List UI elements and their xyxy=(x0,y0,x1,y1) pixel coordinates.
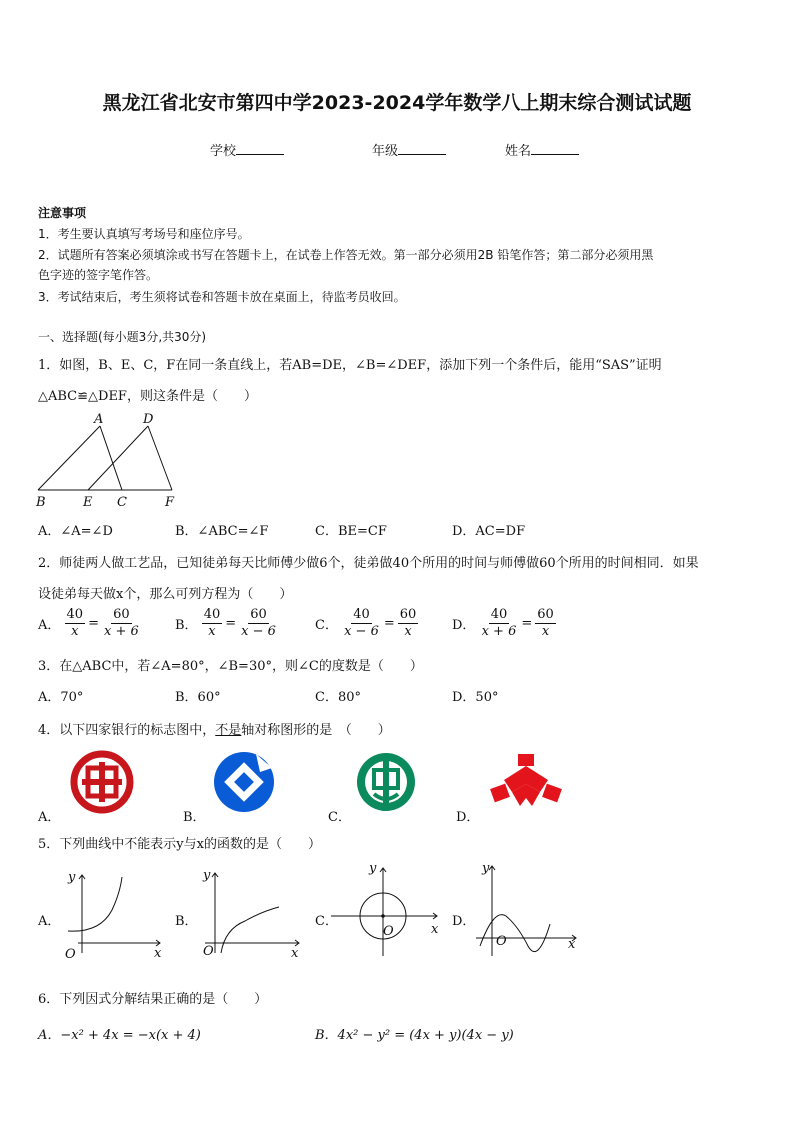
q4-option-d[interactable]: D． xyxy=(456,810,480,825)
svg-text:x: x xyxy=(568,937,576,952)
label-c: C xyxy=(117,495,127,510)
q3-option-d[interactable]: D．50° xyxy=(452,690,499,705)
label-a: A xyxy=(94,412,104,427)
q4-option-b[interactable]: B． xyxy=(183,810,206,825)
page-title: 黑龙江省北安市第四中学2023-2024学年数学八上期末综合测试试题 xyxy=(102,92,692,114)
q1-option-c[interactable]: C．BE=CF xyxy=(315,524,387,539)
school-field: 学校 xyxy=(210,140,284,159)
q1-option-d[interactable]: D．AC=DF xyxy=(452,524,526,539)
name-field: 姓名 xyxy=(505,140,579,159)
ccb-logo-icon xyxy=(210,750,278,814)
svg-text:O: O xyxy=(496,934,507,949)
q1-triangle-figure xyxy=(30,408,190,513)
svg-text:O: O xyxy=(383,924,394,939)
q5-option-d[interactable]: D． xyxy=(452,914,476,929)
q2-option-a[interactable]: A． $\frac{40}{x}$ = $\frac{60}{x + 6}$ xyxy=(38,607,139,639)
svg-text:x: x xyxy=(431,922,439,937)
note-item: 1．考生要认真填写考场号和座位序号。 xyxy=(38,227,250,241)
q3-option-a[interactable]: A．70° xyxy=(38,690,84,705)
svg-text:x: x xyxy=(291,946,299,961)
q1-stem-line1: 1．如图，B、E、C，F在同一条直线上，若AB=DE，∠B=∠DEF，添加下列一个条件后，能用“SAS”证明 xyxy=(38,358,662,373)
q5-stem: 5．下列曲线中不能表示y与x的函数的是（ ） xyxy=(38,837,321,852)
icbc-logo-icon xyxy=(68,750,136,814)
q1-option-a[interactable]: A．∠A=∠D xyxy=(38,524,113,539)
q3-option-c[interactable]: C．80° xyxy=(315,690,361,705)
abc-logo-icon xyxy=(352,750,420,814)
q2-stem-line1: 2．师徒两人做工艺品，已知徒弟每天比师傅少做6个，徒弟做40个所用的时间与师傅做60个所用的时间相同．如果 xyxy=(38,556,699,571)
q4-option-c[interactable]: C． xyxy=(328,810,351,825)
note-item: 2．试题所有答案必须填涂或书写在答题卡上，在试卷上作答无效。第一部分必须用2B 铅笔作答；第二部分必须用黑 xyxy=(38,248,654,262)
q4-option-a[interactable]: A． xyxy=(38,810,61,825)
q5-option-c[interactable]: C． xyxy=(315,914,338,929)
section-heading: 一、选择题(每小题3分,共30分) xyxy=(38,330,207,344)
svg-text:y: y xyxy=(203,868,211,883)
label-d: D xyxy=(143,412,154,427)
q3-option-b[interactable]: B．60° xyxy=(175,690,221,705)
q1-stem-line2: △ABC≌△DEF，则这条件是（ ） xyxy=(38,389,257,404)
note-item: 3．考试结束后，考生须将试卷和答题卡放在桌面上，待监考员收回。 xyxy=(38,290,406,304)
q5-graph-c xyxy=(325,860,445,960)
svg-text:y: y xyxy=(482,861,490,876)
q5-graph-d xyxy=(472,860,582,965)
q2-stem-line2: 设徒弟每天做x个，那么可列方程为（ ） xyxy=(38,587,293,602)
q6-option-b[interactable]: B．4x² − y² = (4x + y)(4x − y) xyxy=(315,1028,514,1043)
note-item: 色字迹的签字笔作答。 xyxy=(38,268,159,282)
cmb-logo-icon xyxy=(490,750,562,814)
grade-field: 年级 xyxy=(372,140,446,159)
q2-option-c[interactable]: C． $\frac{40}{x - 6}$ = $\frac{60}{x}$ xyxy=(315,607,417,639)
svg-text:y: y xyxy=(369,861,377,876)
q2-option-b[interactable]: B． $\frac{40}{x}$ = $\frac{60}{x - 6}$ xyxy=(175,607,276,639)
label-f: F xyxy=(165,495,175,510)
svg-text:O: O xyxy=(65,947,76,962)
svg-text:y: y xyxy=(68,870,76,885)
q6-option-a[interactable]: A．−x² + 4x = −x(x + 4) xyxy=(38,1028,201,1043)
label-b: B xyxy=(36,495,46,510)
q2-option-d[interactable]: D． $\frac{40}{x + 6}$ = $\frac{60}{x}$ xyxy=(452,607,554,639)
q4-stem: 4．以下四家银行的标志图中，不是轴对称图形的是 （ ） xyxy=(38,723,391,738)
label-e: E xyxy=(83,495,93,510)
q5-graph-a xyxy=(60,865,170,965)
q5-option-b[interactable]: B． xyxy=(175,914,198,929)
svg-text:x: x xyxy=(154,946,162,961)
svg-text:O: O xyxy=(203,944,214,959)
q5-option-a[interactable]: A． xyxy=(38,914,61,929)
notes-heading: 注意事项 xyxy=(38,206,87,220)
q5-graph-b xyxy=(195,865,305,965)
q1-option-b[interactable]: B．∠ABC=∠F xyxy=(175,524,269,539)
q3-stem: 3．在△ABC中，若∠A=80°，∠B=30°，则∠C的度数是（ ） xyxy=(38,659,423,674)
q6-stem: 6．下列因式分解结果正确的是（ ） xyxy=(38,992,268,1007)
